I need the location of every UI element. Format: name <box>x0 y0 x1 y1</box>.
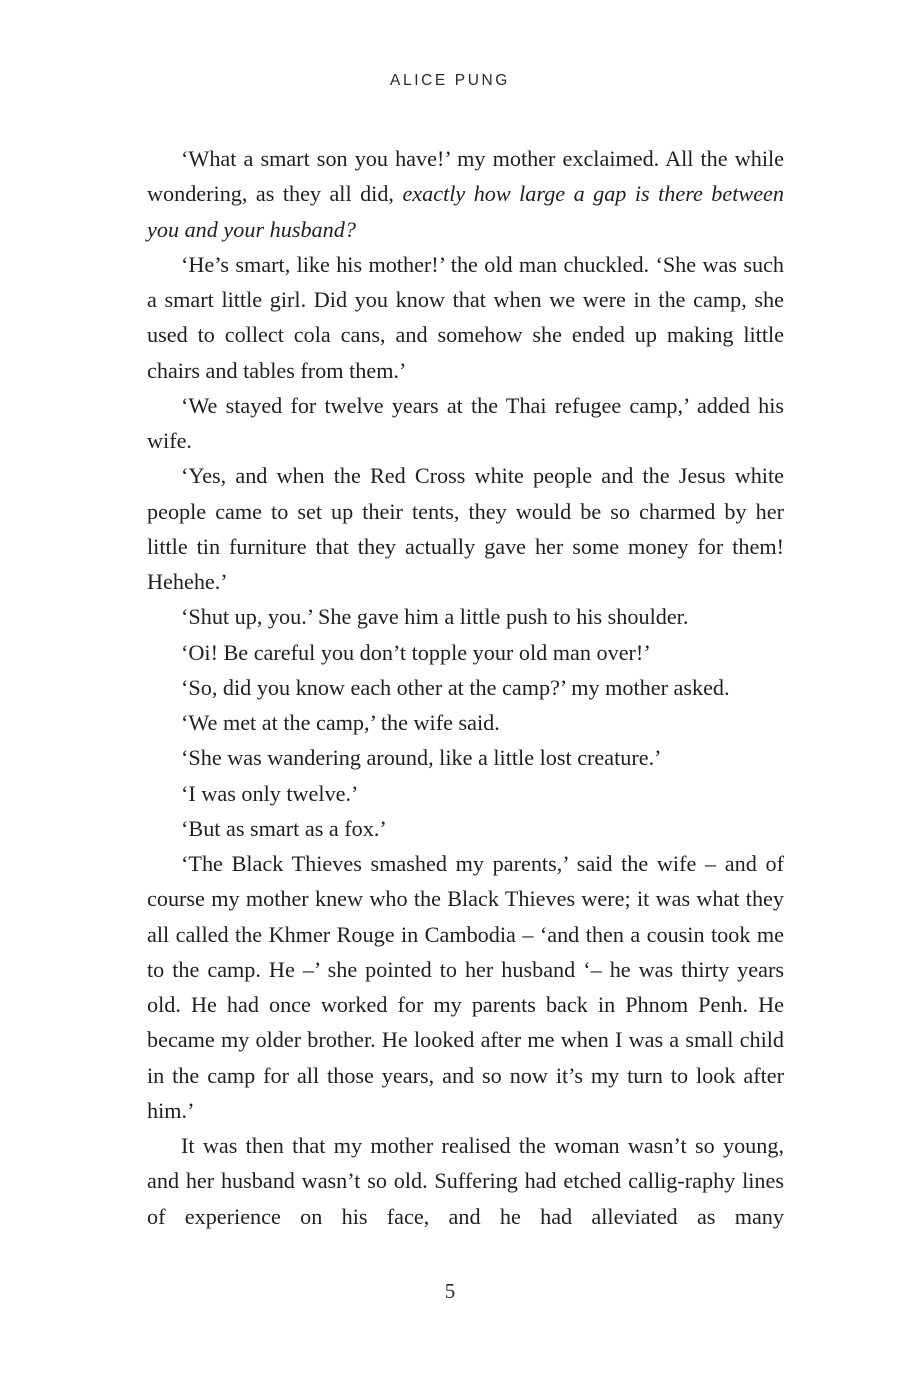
paragraph: ‘So, did you know each other at the camp?’ my mother asked. <box>181 674 730 700</box>
paragraph: ‘But as smart as a fox.’ <box>181 815 387 841</box>
paragraph: ‘The Black Thieves smashed my parents,’ said the wife – and of course my mother knew who the Black Thieves were; it was what they all called the Khmer Rouge in Cambodia – ‘and then a cousin took me to the camp. He –’ she pointed to her husband ‘– he was thirty years old. He had once worked for my parents back in Phnom Penh. He became my older brother. He looked after me when I was a small child in the camp for all those years, and so now it’s my turn to look after him.’ <box>147 851 784 1123</box>
paragraph: ‘I was only twelve.’ <box>181 780 359 806</box>
body-text <box>147 141 784 1234</box>
paragraph: ‘We met at the camp,’ the wife said. <box>181 710 500 735</box>
paragraph: ‘Shut up, you.’ She gave him a little push to his shoulder. <box>181 604 689 630</box>
paragraph: ‘Oi! Be careful you don’t topple your old man over!’ <box>181 639 651 665</box>
paragraph: It was then that my mother realised the woman wasn’t so young, and her husband wasn’t so old. Suffering had etched callig-raphy lines of experience on his face, and he had alleviated as many <box>147 1133 784 1229</box>
paragraph: ‘She was wandering around, like a little lost creature.’ <box>181 745 662 771</box>
paragraph: ‘Yes, and when the Red Cross white people and the Jesus white people came to set up their tents, they would be so charmed by her little tin furniture that they actually gave her some money for them! Hehehe.’ <box>147 463 784 594</box>
running-head: ALICE PUNG <box>390 72 510 89</box>
page-number: 5 <box>444 1279 456 1303</box>
paragraph-italic-text: exactly how large a gap is there between you and your husband? <box>147 181 784 242</box>
paragraph: ‘He’s smart, like his mother!’ the old man chuckled. ‘She was such a smart little girl. Did you know that when we were in the camp, she used to collect cola cans, and somehow she ended up making little chairs and tables from them.’ <box>147 251 784 383</box>
paragraph <box>147 141 784 247</box>
paragraph-text: ‘What a smart son you have!’ my mother exclaimed. All the while wondering, as they all did, <box>147 146 784 207</box>
paragraph: ‘We stayed for twelve years at the Thai refugee camp,’ added his wife. <box>147 392 784 453</box>
